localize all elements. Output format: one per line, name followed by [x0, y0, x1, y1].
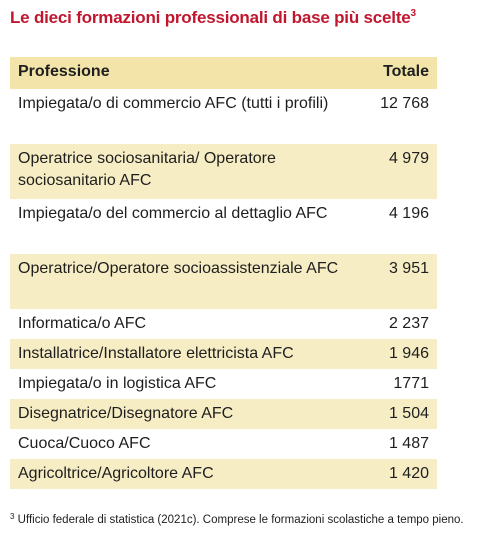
professions-table	[10, 57, 437, 489]
title-text: Le dieci formazioni professionali di base più scelte	[10, 8, 411, 27]
row-profession: Impiegata/o di commercio AFC (tutti i profili)	[18, 95, 329, 112]
table-row	[10, 144, 437, 199]
table-row	[10, 199, 437, 254]
table-row	[10, 429, 437, 459]
row-profession: Cuoca/Cuoco AFC	[18, 435, 151, 452]
row-profession: Impiegata/o in logistica AFC	[18, 375, 217, 392]
row-total: 4 196	[388, 205, 429, 222]
row-profession: Installatrice/Installatore elettricista AFC	[18, 345, 294, 362]
page-title	[10, 8, 416, 28]
row-profession: Informatica/o AFC	[18, 315, 147, 332]
header-total: Totale	[383, 63, 429, 80]
row-profession: Operatrice/Operatore socioassistenziale AFC	[18, 260, 339, 277]
table-row	[10, 339, 437, 369]
row-total: 1 504	[388, 405, 429, 422]
row-total: 1 420	[388, 465, 429, 482]
row-total: 12 768	[380, 95, 429, 112]
row-total: 1771	[393, 375, 429, 392]
footnote-text: Ufficio federale di statistica (2021c). Comprese le formazioni scolastiche a tempo pieno.	[17, 514, 464, 526]
row-total: 3 951	[388, 260, 429, 277]
row-total: 1 946	[388, 345, 429, 362]
table-row	[10, 309, 437, 339]
row-total: 4 979	[388, 150, 429, 167]
table-row	[10, 399, 437, 429]
row-total: 1 487	[388, 435, 429, 452]
row-profession: Operatrice sociosanitaria/ Operatore sociosanitario AFC	[18, 150, 276, 189]
row-profession: Disegnatrice/Disegnatore AFC	[18, 405, 234, 422]
table-row	[10, 369, 437, 399]
table-row	[10, 254, 437, 309]
row-total: 2 237	[388, 315, 429, 332]
footnote-mark: 3	[10, 512, 15, 521]
title-footnote-mark: 3	[410, 8, 416, 19]
footnote	[10, 512, 464, 526]
header-profession: Professione	[18, 63, 110, 80]
row-profession: Impiegata/o del commercio al dettaglio AFC	[18, 205, 328, 222]
row-profession: Agricoltrice/Agricoltore AFC	[18, 465, 214, 482]
table-header-row	[10, 57, 437, 89]
table-row	[10, 459, 437, 489]
table-row	[10, 89, 437, 144]
